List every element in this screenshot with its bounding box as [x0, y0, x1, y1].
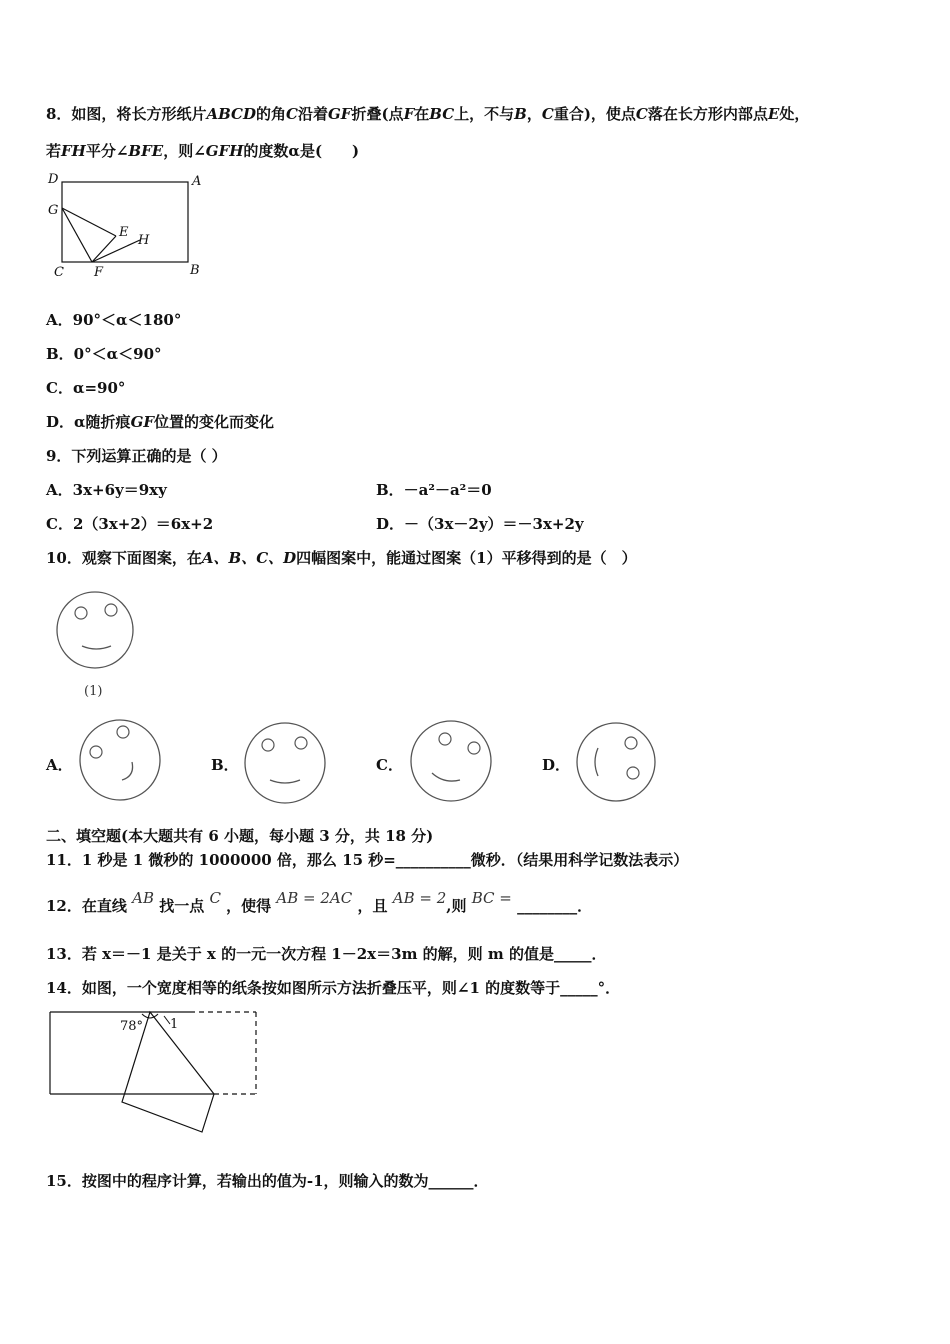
- label-F: F: [94, 265, 104, 280]
- q10-figure-caption: (1): [84, 684, 103, 699]
- q9-option-d[interactable]: D．－（3x－2y）＝－3x+2y: [376, 515, 584, 533]
- label-B: B: [190, 263, 200, 278]
- q10-face-a[interactable]: [80, 718, 164, 804]
- label-A: A: [192, 174, 202, 189]
- q9-option-b[interactable]: B．－a²－a²＝0: [376, 481, 492, 499]
- q8-stem-line2: 若FH平分∠BFE，则∠GFH的度数α是( ): [46, 142, 360, 160]
- q8-option-d[interactable]: D．α随折痕GF位置的变化而变化: [46, 413, 275, 431]
- q8-option-b[interactable]: B．0°＜α＜90°: [46, 345, 162, 363]
- q10-option-d-label[interactable]: D．: [542, 756, 571, 774]
- label-C: C: [54, 265, 64, 280]
- q10-face-d[interactable]: [576, 722, 658, 804]
- q14-stem: 14．如图，一个宽度相等的纸条按如图所示方法折叠压平，则∠1 的度数等于_____°．: [46, 979, 621, 997]
- q10-option-c-label[interactable]: C．: [376, 756, 403, 774]
- q10-face-b[interactable]: [244, 722, 328, 806]
- q14-angle-78-label: 78°: [120, 1019, 144, 1034]
- label-E: E: [119, 225, 129, 240]
- q10-option-b-label[interactable]: B．: [211, 756, 239, 774]
- q10-face-c[interactable]: [410, 720, 494, 804]
- label-D: D: [48, 172, 59, 187]
- q11: 11．1 秒是 1 微秒的 1000000 倍，那么 15 秒=__________微秒．（结果用科学记数法表示）: [46, 851, 689, 869]
- q14-folded-strip-figure: [46, 1008, 261, 1138]
- q8-option-c[interactable]: C．α=90°: [46, 379, 126, 397]
- section-2-heading: 二、填空题(本大题共有 6 小题，每小题 3 分，共 18 分): [46, 827, 434, 845]
- q14-angle-1-label: 1: [170, 1017, 179, 1032]
- q8-stem-line1: 8．如图，将长方形纸片ABCD的角C沿着GF折叠(点F在BC上，不与B，C重合)，使点C落在长方形内部点E处，: [46, 105, 810, 123]
- q12: 12．在直线 AB 找一点 C ，使得 AB = 2AC ，且 AB = 2,则 BC = ________．: [46, 889, 593, 915]
- q9-option-a[interactable]: A．3x+6y＝9xy: [46, 481, 167, 499]
- q8-option-a[interactable]: A．90°＜α＜180°: [46, 311, 182, 329]
- q13: 13．若 x＝－1 是关于 x 的一元一次方程 1－2x＝3m 的解，则 m 的值是_____．: [46, 945, 607, 963]
- q9-option-c[interactable]: C．2（3x+2）＝6x+2: [46, 515, 214, 533]
- q15: 15．按图中的程序计算，若输出的值为-1，则输入的数为______．: [46, 1172, 489, 1190]
- q9-stem: 9．下列运算正确的是（ ）: [46, 447, 227, 465]
- label-H: H: [138, 233, 150, 248]
- q10-face-original: [54, 590, 138, 674]
- q8-rectangle-figure: [44, 170, 219, 285]
- label-G: G: [48, 203, 59, 218]
- q10-stem: 10．观察下面图案，在A、B、C、D四幅图案中，能通过图案（1）平移得到的是（ ）: [46, 549, 637, 567]
- q10-option-a-label[interactable]: A．: [46, 756, 73, 774]
